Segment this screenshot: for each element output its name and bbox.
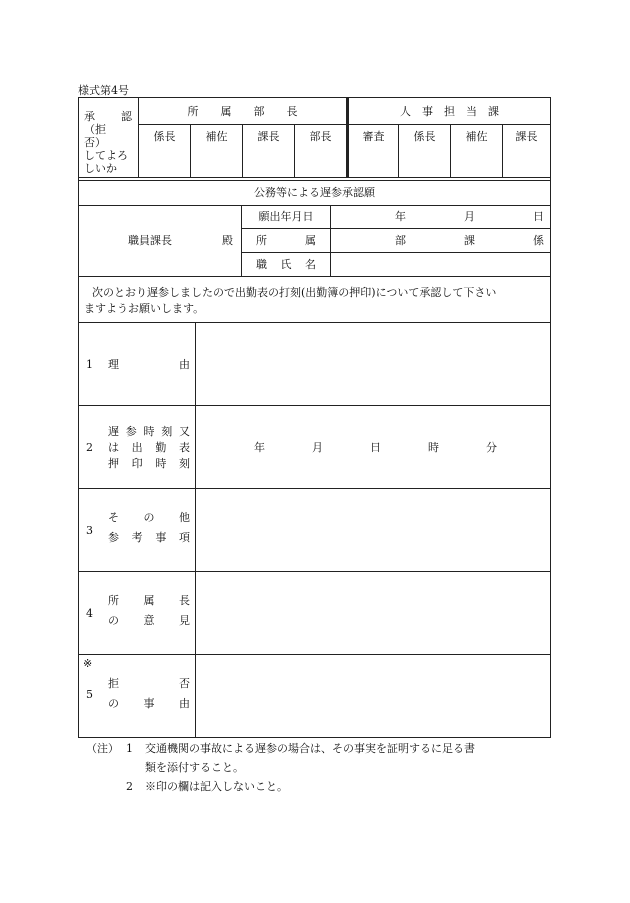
name-label: 職 氏 名 bbox=[256, 258, 316, 271]
approval-label: 承 認 （拒 否） してよろ しいか bbox=[84, 110, 132, 175]
stamp-box[interactable] bbox=[243, 145, 294, 177]
affiliation-label: 所 属 bbox=[256, 234, 316, 247]
row-number: 5 bbox=[86, 688, 93, 701]
restricted-mark: ※ bbox=[83, 657, 93, 670]
stamp-box[interactable] bbox=[349, 145, 398, 177]
stamp-col-dept-2: 補佐 bbox=[205, 130, 228, 143]
notes-prefix: （注） bbox=[86, 742, 119, 755]
dept-head-opinion-field[interactable] bbox=[196, 572, 550, 654]
stamp-col-hr-1: 審査 bbox=[362, 130, 385, 143]
row-label: 所 属 長 の 意 見 bbox=[108, 594, 190, 627]
stamp-col-dept-4: 部長 bbox=[309, 130, 332, 143]
hr-section-header: 人 事 担 当 課 bbox=[400, 105, 499, 118]
stamp-col-hr-3: 補佐 bbox=[465, 130, 488, 143]
stamp-box[interactable] bbox=[295, 145, 346, 177]
other-notes-field[interactable] bbox=[196, 489, 550, 571]
stamp-box[interactable] bbox=[503, 145, 550, 177]
note-number: 1 bbox=[126, 742, 133, 755]
request-text-line1: 次のとおり遅参しましたので出勤表の打刻(出勤簿の押印)について承認して下さい bbox=[92, 286, 497, 299]
note-number: 2 bbox=[126, 780, 133, 793]
stamp-col-hr-2: 係長 bbox=[413, 130, 436, 143]
affiliation-field[interactable]: 部 課 係 bbox=[395, 234, 544, 247]
note-1-line1: 交通機関の事故による遅参の場合は、その事実を証明するに足る書 bbox=[145, 742, 475, 755]
stamp-box[interactable] bbox=[191, 145, 242, 177]
name-field[interactable] bbox=[331, 253, 550, 276]
late-time-field[interactable]: 年 月 日 時 分 bbox=[254, 441, 497, 454]
stamp-col-dept-3: 課長 bbox=[257, 130, 280, 143]
row-number: 1 bbox=[86, 358, 93, 371]
date-label: 願出年月日 bbox=[258, 210, 314, 223]
row-label: そ の 他 参 考 事 項 bbox=[108, 511, 190, 544]
stamp-box[interactable] bbox=[139, 145, 190, 177]
stamp-box[interactable] bbox=[399, 145, 450, 177]
row-label: 拒 否 の 事 由 bbox=[108, 677, 190, 710]
note-2-text: ※印の欄は記入しないこと。 bbox=[145, 780, 288, 793]
request-text-line2: ますようお願いします。 bbox=[84, 302, 205, 315]
form-number: 様式第4号 bbox=[78, 84, 129, 97]
row-number: 2 bbox=[86, 441, 93, 454]
addressee-suffix: 殿 bbox=[222, 234, 233, 247]
rejection-reason-field[interactable] bbox=[196, 655, 550, 737]
addressee: 職員課長 bbox=[128, 234, 172, 247]
stamp-box[interactable] bbox=[451, 145, 502, 177]
date-field[interactable]: 年 月 日 bbox=[395, 210, 544, 223]
reason-field[interactable] bbox=[196, 323, 550, 405]
row-number: 4 bbox=[86, 607, 93, 620]
dept-head-header: 所 属 部 長 bbox=[187, 105, 298, 118]
stamp-col-hr-4: 課長 bbox=[515, 130, 538, 143]
note-1-line2: 類を添付すること。 bbox=[145, 761, 244, 774]
stamp-col-dept-1: 係長 bbox=[153, 130, 176, 143]
row-label: 遅 参 時 刻 又 は 出 勤 表 押 印 時 刻 bbox=[108, 425, 190, 470]
row-label: 理 由 bbox=[108, 358, 190, 371]
row-number: 3 bbox=[86, 524, 93, 537]
form-title: 公務等による遅参承認願 bbox=[254, 186, 375, 199]
